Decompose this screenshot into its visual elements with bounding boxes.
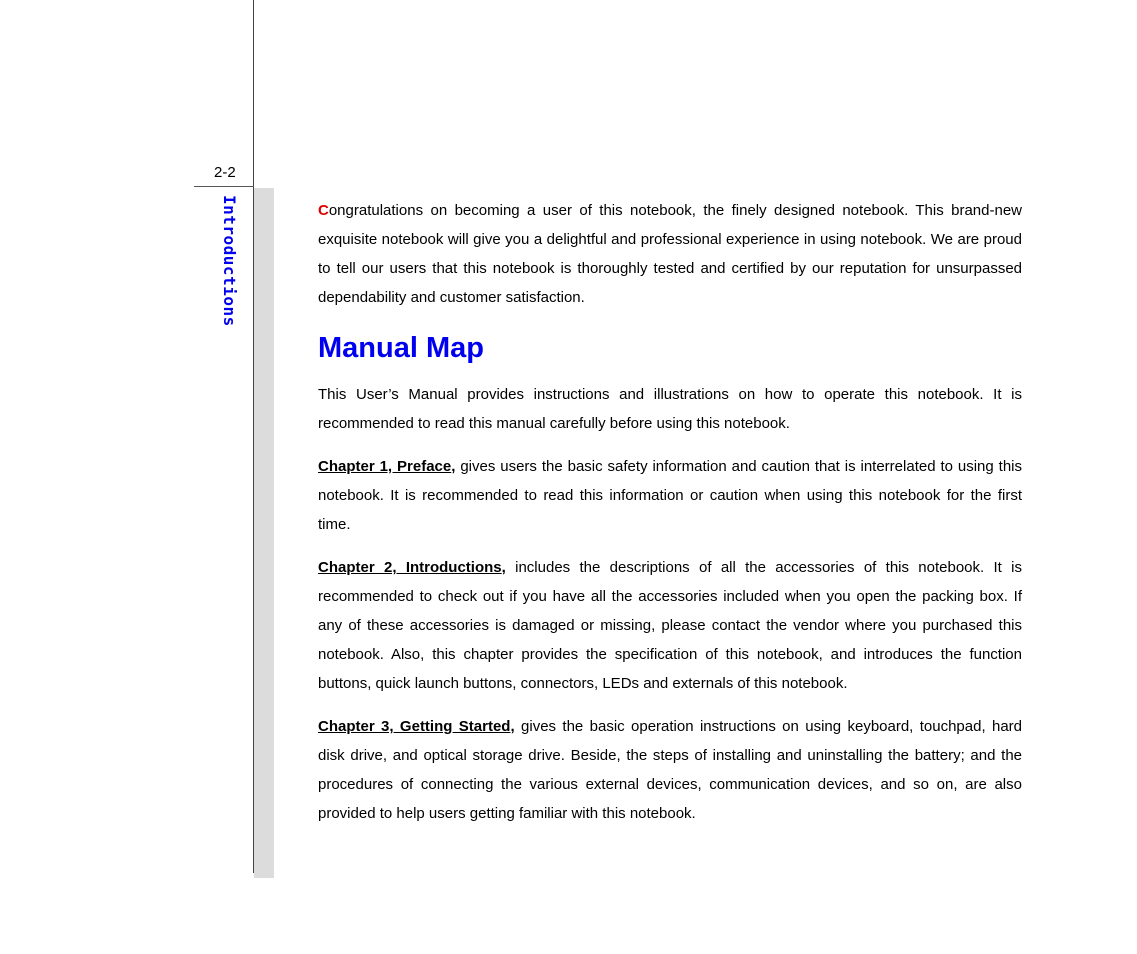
section-heading: Manual Map: [318, 332, 484, 364]
chapter-1-paragraph: [318, 452, 1022, 539]
drop-cap: C: [318, 202, 329, 219]
margin-gray-bar: [254, 188, 274, 878]
intro-text: ongratulations on becoming a user of this notebook, the finely designed notebook. This brand-new exquisite notebook will give you a delightful and professional experience in using notebook. We are proud to tell our users that this notebook is thoroughly tested and certified by our reputation for unsurpassed dependability and customer satisfaction.: [318, 202, 1022, 306]
chapter-2-sep: ,: [501, 559, 506, 576]
chapter-3-paragraph: [318, 712, 1022, 828]
chapter-3-text: gives the basic operation instructions on using keyboard, touchpad, hard disk drive, and optical storage drive. Beside, the steps of installing and uninstalling the battery; and the procedures of connecting the various external devices, communication devices, and so on, are also provided to help users getting familiar with this notebook.: [318, 718, 1023, 822]
chapter-1-text: gives users the basic safety information and caution that is interrelated to using this notebook. It is recommended to read this information or caution when using this notebook for the first time.: [318, 458, 1023, 533]
manual-map-lead: This User’s Manual provides instructions and illustrations on how to operate this notebook. It is recommended to read this manual carefully before using this notebook.: [318, 386, 1022, 432]
page-content: [318, 196, 1022, 842]
page-number: 2-2: [214, 164, 236, 181]
chapter-1-sep: ,: [451, 458, 456, 475]
section-tab-title: Introductions: [220, 195, 239, 327]
chapter-2-text: includes the descriptions of all the accessories of this notebook. It is recommended to check out if you have all the accessories included when you open the packing box. If any of these accessories is damaged or missing, please contact the vendor where you purchased this notebook. Also, this chapter provides the specification of this notebook, and introduces the function buttons, quick launch buttons, connectors, LEDs and externals of this notebook.: [318, 559, 1022, 692]
intro-paragraph: [318, 196, 1022, 312]
chapter-3-sep: ,: [510, 718, 515, 735]
chapter-2-title: Chapter 2, Introductions: [318, 559, 502, 576]
chapter-2-paragraph: [318, 553, 1022, 698]
page-number-rule: [194, 186, 254, 187]
chapter-3-title: Chapter 3, Getting Started: [318, 718, 511, 735]
chapter-1-title: Chapter 1, Preface: [318, 458, 452, 475]
